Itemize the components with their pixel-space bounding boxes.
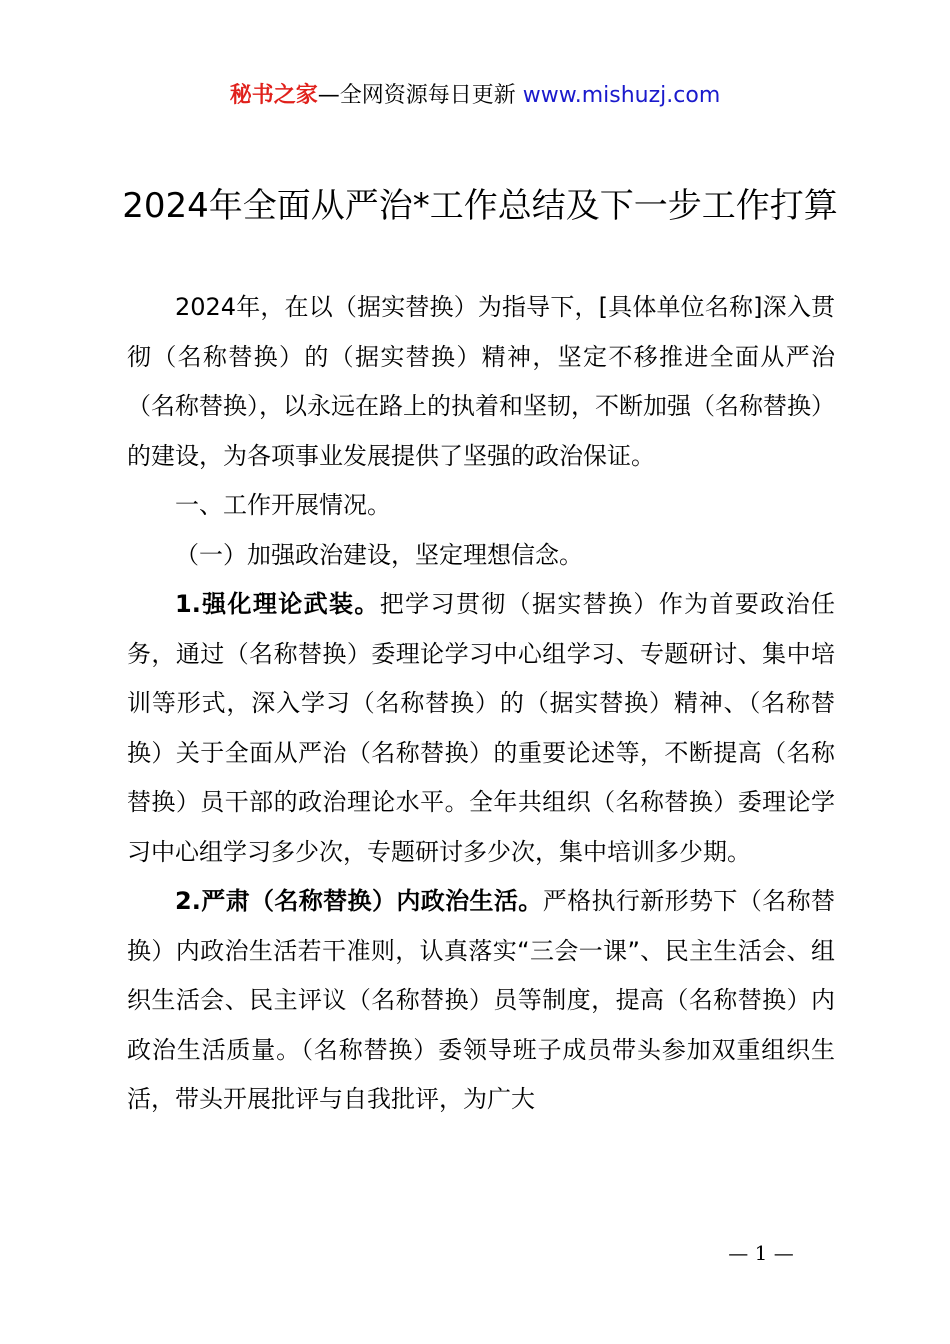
document-body bbox=[127, 283, 835, 1125]
item-body: 严格执行新形势下（名称替换）内政治生活若干准则，认真落实“三会一课”、民主生活会、组织生活会、民主评议（名称替换）员等制度，提高（名称替换）内政治生活质量。（名称替换）委领导班子成员带头参加双重组织生活，带头开展批评与自我批评，为广大 bbox=[127, 887, 835, 1113]
document-title: 2024年全面从严治*工作总结及下一步工作打算 bbox=[122, 186, 838, 226]
site-header bbox=[0, 80, 950, 112]
item-lead: 1.强化理论武装。 bbox=[175, 590, 380, 618]
section-heading: 一、工作开展情况。 bbox=[175, 491, 391, 519]
item-body: 把学习贯彻（据实替换）作为首要政治任务，通过（名称替换）委理论学习中心组学习、专题研讨、集中培训等形式，深入学习（名称替换）的（据实替换）精神、（名称替换）关于全面从严治（名称替换）的重要论述等，不断提高（名称替换）员干部的政治理论水平。全年共组织（名称替换）委理论学习中心组学习多少次，专题研讨多少次，集中培训多少期。 bbox=[127, 590, 836, 866]
item-paragraph bbox=[127, 877, 835, 1125]
brand-name: 秘书之家 bbox=[229, 83, 318, 108]
header-tagline: —全网资源每日更新 bbox=[317, 83, 516, 108]
page-number: — 1 — bbox=[728, 1241, 794, 1265]
item-lead: 2.严肃（名称替换）内政治生活。 bbox=[175, 887, 543, 915]
subsection-heading: （一）加强政治建设，坚定理想信念。 bbox=[175, 540, 583, 569]
item-paragraph bbox=[127, 580, 835, 877]
intro-paragraph: 2024年，在以（据实替换）为指导下，[具体单位名称]深入贯彻（名称替换）的（据实替换）精神，坚定不移推进全面从严治（名称替换），以永远在路上的执着和坚韧，不断加强（名称替换）的建设，为各项事业发展提供了坚强的政治保证。 bbox=[127, 293, 835, 470]
site-url-link[interactable]: www.mishuzj.com bbox=[522, 83, 721, 108]
